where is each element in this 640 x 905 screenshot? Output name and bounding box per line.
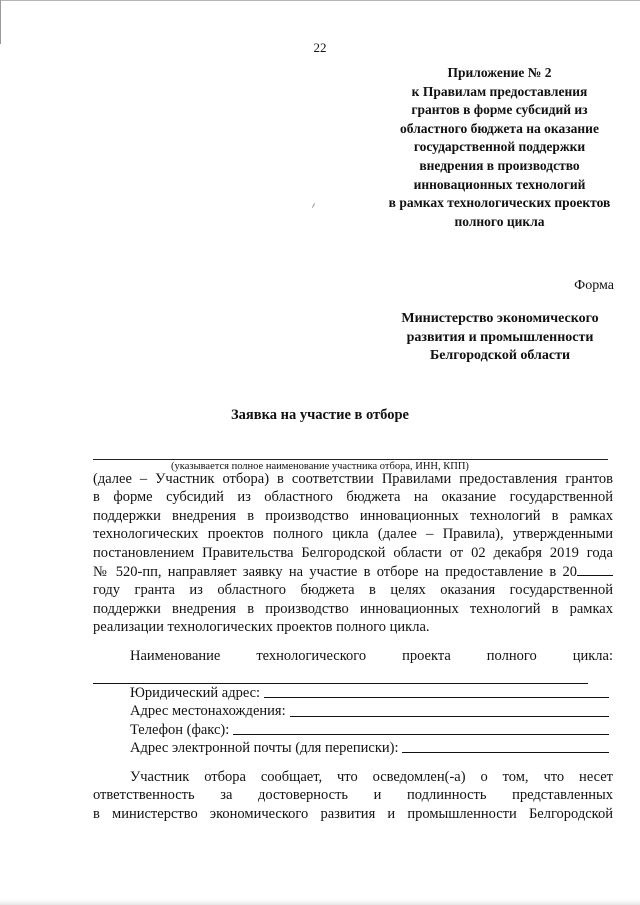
form-label: Форма: [574, 278, 614, 293]
page-edge-left: [0, 0, 1, 44]
phone-row: [93, 721, 613, 739]
page-edge: [0, 0, 640, 1]
page-bottom-edge: [0, 900, 640, 905]
legal-address-field[interactable]: [264, 697, 609, 698]
ministry-line: Министерство экономического: [401, 311, 599, 326]
paragraph-line: в министерство экономического развития и промышленности Белгородской: [93, 805, 613, 822]
legal-address-row: [93, 684, 613, 702]
paragraph-line: реализации технологических проектов полного цикла.: [93, 619, 430, 636]
responsibility-paragraph: [93, 768, 613, 823]
paragraph-line: году гранта из областного бюджета в целях оказания государственной: [93, 582, 613, 599]
ministry-addressee: [370, 310, 630, 366]
appendix-line: Приложение № 2: [447, 65, 552, 80]
project-name-word: Наименование: [130, 647, 221, 664]
paragraph-line: поддержки внедрения в производство инновационных технологий в рамках: [93, 507, 613, 524]
email-field[interactable]: [402, 752, 609, 753]
appendix-line: инновационных технологий: [413, 176, 586, 192]
paragraph-line: поддержки внедрения в производство инновационных технологий в рамках: [93, 600, 613, 617]
phone-field[interactable]: [233, 734, 609, 735]
project-name-word: полного: [486, 647, 537, 664]
email-label: Адрес электронной почты (для переписки):: [130, 739, 399, 756]
page-number: 22: [313, 40, 327, 55]
appendix-line: государственной поддержки: [413, 139, 586, 155]
appendix-header: [336, 64, 640, 231]
paragraph-line: Участник отбора сообщает, что осведомлен(-а) о том, что несет: [130, 769, 613, 785]
project-name-field[interactable]: [93, 665, 588, 683]
application-paragraph: [93, 470, 613, 637]
location-address-row: [93, 702, 613, 720]
appendix-line: в рамках технологических проектов: [388, 195, 611, 211]
appendix-line: внедрения в производство: [419, 157, 580, 173]
appendix-line: к Правилам предоставления: [411, 83, 588, 99]
project-name-label-row: [93, 647, 613, 665]
paragraph-text: № 520-пп, направляет заявку на участие в отборе на предоставление в 20: [93, 564, 577, 581]
appendix-line: областного бюджета на оказание: [400, 120, 599, 136]
appendix-line: грантов в форме субсидий из: [411, 102, 588, 118]
participant-name-field[interactable]: [93, 459, 608, 460]
paragraph-line: (далее – Участник отбора) в соответствии Правилами предоставления грантов: [93, 471, 613, 487]
paragraph-line: технологических проектов полного цикла (далее – Правила), утвержденными: [93, 526, 613, 543]
applicant-fields: [93, 647, 613, 757]
location-address-field[interactable]: [290, 716, 609, 717]
project-name-word: проекта: [402, 647, 451, 664]
ministry-line: развития и промышленности: [406, 329, 594, 345]
scan-artifact: [312, 203, 315, 208]
paragraph-line: ответственность за достоверность и подлинность представленных: [93, 787, 613, 804]
paragraph-line-with-year: [93, 562, 613, 581]
document-title: Заявка на участие в отборе: [231, 407, 409, 423]
participant-name-hint: (указывается полное наименование участника отбора, ИНН, КПП): [171, 461, 469, 472]
email-row: [93, 739, 613, 757]
ministry-line: Белгородской области: [429, 348, 571, 364]
legal-address-label: Юридический адрес:: [130, 684, 261, 701]
paragraph-line: постановлением Правительства Белгородской области от 02 декабря 2019 года: [93, 544, 613, 561]
year-blank-field[interactable]: [577, 562, 613, 576]
paragraph-line: в форме субсидий из областного бюджета на оказание государственной: [93, 489, 613, 506]
project-name-word: технологического: [256, 647, 367, 664]
phone-label: Телефон (факс):: [130, 721, 230, 738]
appendix-line: полного цикла: [454, 213, 545, 229]
project-name-word: цикла:: [572, 647, 613, 664]
location-address-label: Адрес местонахождения:: [130, 703, 286, 720]
